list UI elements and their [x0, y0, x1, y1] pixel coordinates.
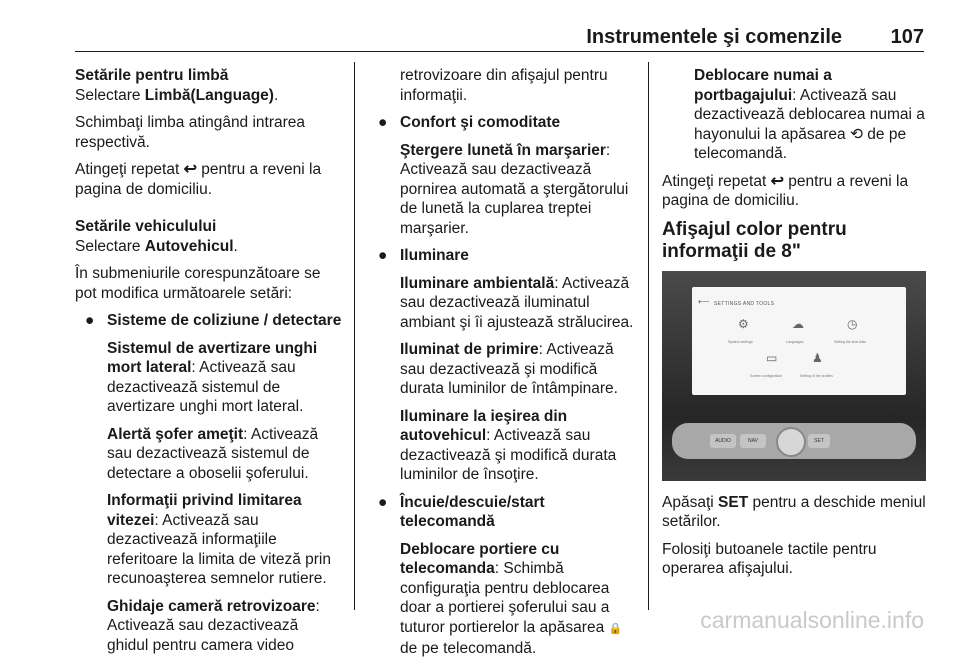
bullet-lighting	[368, 246, 638, 485]
column-2	[368, 66, 638, 667]
vehicle-desc: În submeniurile corespunzătoare se pot modifica următoarele setări:	[75, 265, 321, 302]
infotainment-photo	[662, 271, 926, 481]
screen-title: SETTINGS AND TOOLS	[714, 300, 775, 307]
list-item: Iluminat de primire: Activează sau dezactivează şi modifică durata luminilor de întâmpinare.	[400, 341, 618, 397]
watermark: carmanualsonline.info	[700, 607, 924, 633]
bullet-continuation	[368, 66, 638, 105]
touch-instruction: Folosiţi butoanele tactile pentru operarea afişajului.	[662, 540, 877, 577]
back-icon: ↩	[770, 172, 784, 190]
lang-desc: Schimbaţi limba atingând intrarea respectivă.	[75, 114, 306, 151]
bullet-comfort	[368, 113, 638, 238]
bullet-icon: ●	[378, 114, 388, 131]
bullet-title: Încuie/descuie/start telecomandă	[400, 493, 545, 530]
gear-icon: ⚙	[738, 316, 749, 331]
bullet-continuation	[662, 66, 928, 164]
vehicle-select-term: Autovehicul	[144, 237, 234, 255]
list-item: Iluminare la ieşirea din autovehicul: Activează sau dezactivează şi modifică durata luminilor de însoţire.	[400, 407, 617, 483]
screen-config-icon: ▭	[766, 350, 778, 365]
list-item: Informaţii privind limitarea vitezei: Activează sau dezactivează informaţiile referitoare la limita de viteză prin recunoaşterea semnelor rutiere.	[107, 492, 331, 587]
bullet-title: Sisteme de coliziune / detectare	[107, 312, 342, 329]
back-icon: ↩	[183, 161, 197, 178]
column-3	[662, 66, 928, 587]
header-divider	[75, 51, 924, 52]
return-instruction: Atingeţi repetat ↩ pentru a reveni la pagina de domiciliu.	[662, 172, 909, 209]
volume-knob[interactable]	[776, 427, 806, 457]
back-arrow-icon: ⟵	[698, 296, 710, 306]
lang-return: Atingeţi repetat ↩ pentru a reveni la pagina de domiciliu.	[75, 161, 322, 198]
profile-icon: ♟	[812, 350, 823, 365]
screen-label: Setting the time date	[834, 339, 867, 344]
bullet-collision	[75, 311, 343, 655]
list-item: Ghidaje cameră retrovizoare: Activează sau dezactivează ghidul pentru camera video	[107, 597, 320, 654]
column-divider-1	[354, 62, 355, 610]
set-button[interactable]: SET	[808, 434, 830, 448]
list-item: Deblocare portiere cu telecomanda: Schimbă configuraţia pentru deblocarea doar a portierei şoferului sau a tuturor portierelor la apăsarea 🔒 de pe telecomandă.	[400, 540, 623, 657]
list-item: Iluminare ambientală: Activează sau dezactivează iluminatul ambiant şi îi ajustează strălucirea.	[400, 274, 634, 331]
screen-label: Screen configuration	[750, 373, 783, 378]
lang-title: Setările pentru limbă	[75, 67, 229, 84]
list-item: Deblocare numai a portbagajului: Activează sau dezactivează deblocarea numai a hayonului la apăsarea ⟲ de pe telecomandă.	[694, 67, 925, 162]
vehicle-title: Setările vehiculului	[75, 218, 217, 235]
audio-button[interactable]: AUDIO	[710, 434, 736, 448]
column-divider-2	[648, 62, 649, 610]
display-screen	[692, 287, 906, 395]
trunk-icon: ⟲	[849, 125, 863, 143]
lang-select-term: Limbă(Language)	[144, 86, 274, 104]
bullet-icon: ●	[85, 312, 95, 329]
page-header	[75, 18, 924, 54]
nav-button[interactable]: NAV	[740, 434, 766, 448]
list-item: Ştergere lunetă în marşarier: Activează sau dezactivează pornirea automată a ştergătorului de lunetă la cuplarea treptei marşarier.	[400, 141, 629, 237]
vehicle-select: Selectare Autovehicul.	[75, 237, 238, 255]
bullet-icon: ●	[378, 247, 388, 264]
list-item: Alertă şofer ameţit: Activează sau dezactivează sistemul de detectare a oboselii şoferului.	[107, 425, 319, 482]
screen-label: Languages	[786, 339, 804, 344]
screen-label: System settings	[728, 339, 753, 344]
clock-icon: ◷	[847, 316, 858, 331]
list-item: Sistemul de avertizare unghi mort lateral: Activează sau dezactivează sistemul de avertizare unghi mort lateral.	[107, 339, 318, 415]
bullet-icon: ●	[378, 493, 388, 511]
language-icon: ☁	[792, 316, 804, 331]
page-number: 107	[890, 26, 924, 48]
lock-icon: 🔒	[608, 622, 623, 635]
section-heading: Afişajul color pentru informaţii de 8"	[662, 218, 847, 262]
list-item: retrovizoare din afişajul pentru informaţii.	[400, 67, 608, 104]
press-instruction: Apăsaţi SET pentru a deschide meniul setărilor.	[662, 493, 926, 530]
column-1	[75, 66, 343, 663]
bullet-title: Confort şi comoditate	[400, 114, 561, 131]
lang-select: Selectare Limbă(Language).	[75, 86, 279, 104]
bullet-remote	[368, 493, 638, 659]
screen-label: Setting of the profiles	[800, 373, 833, 378]
bullet-title: Iluminare	[400, 247, 469, 264]
page-title: Instrumentele şi comenzile	[586, 26, 842, 48]
